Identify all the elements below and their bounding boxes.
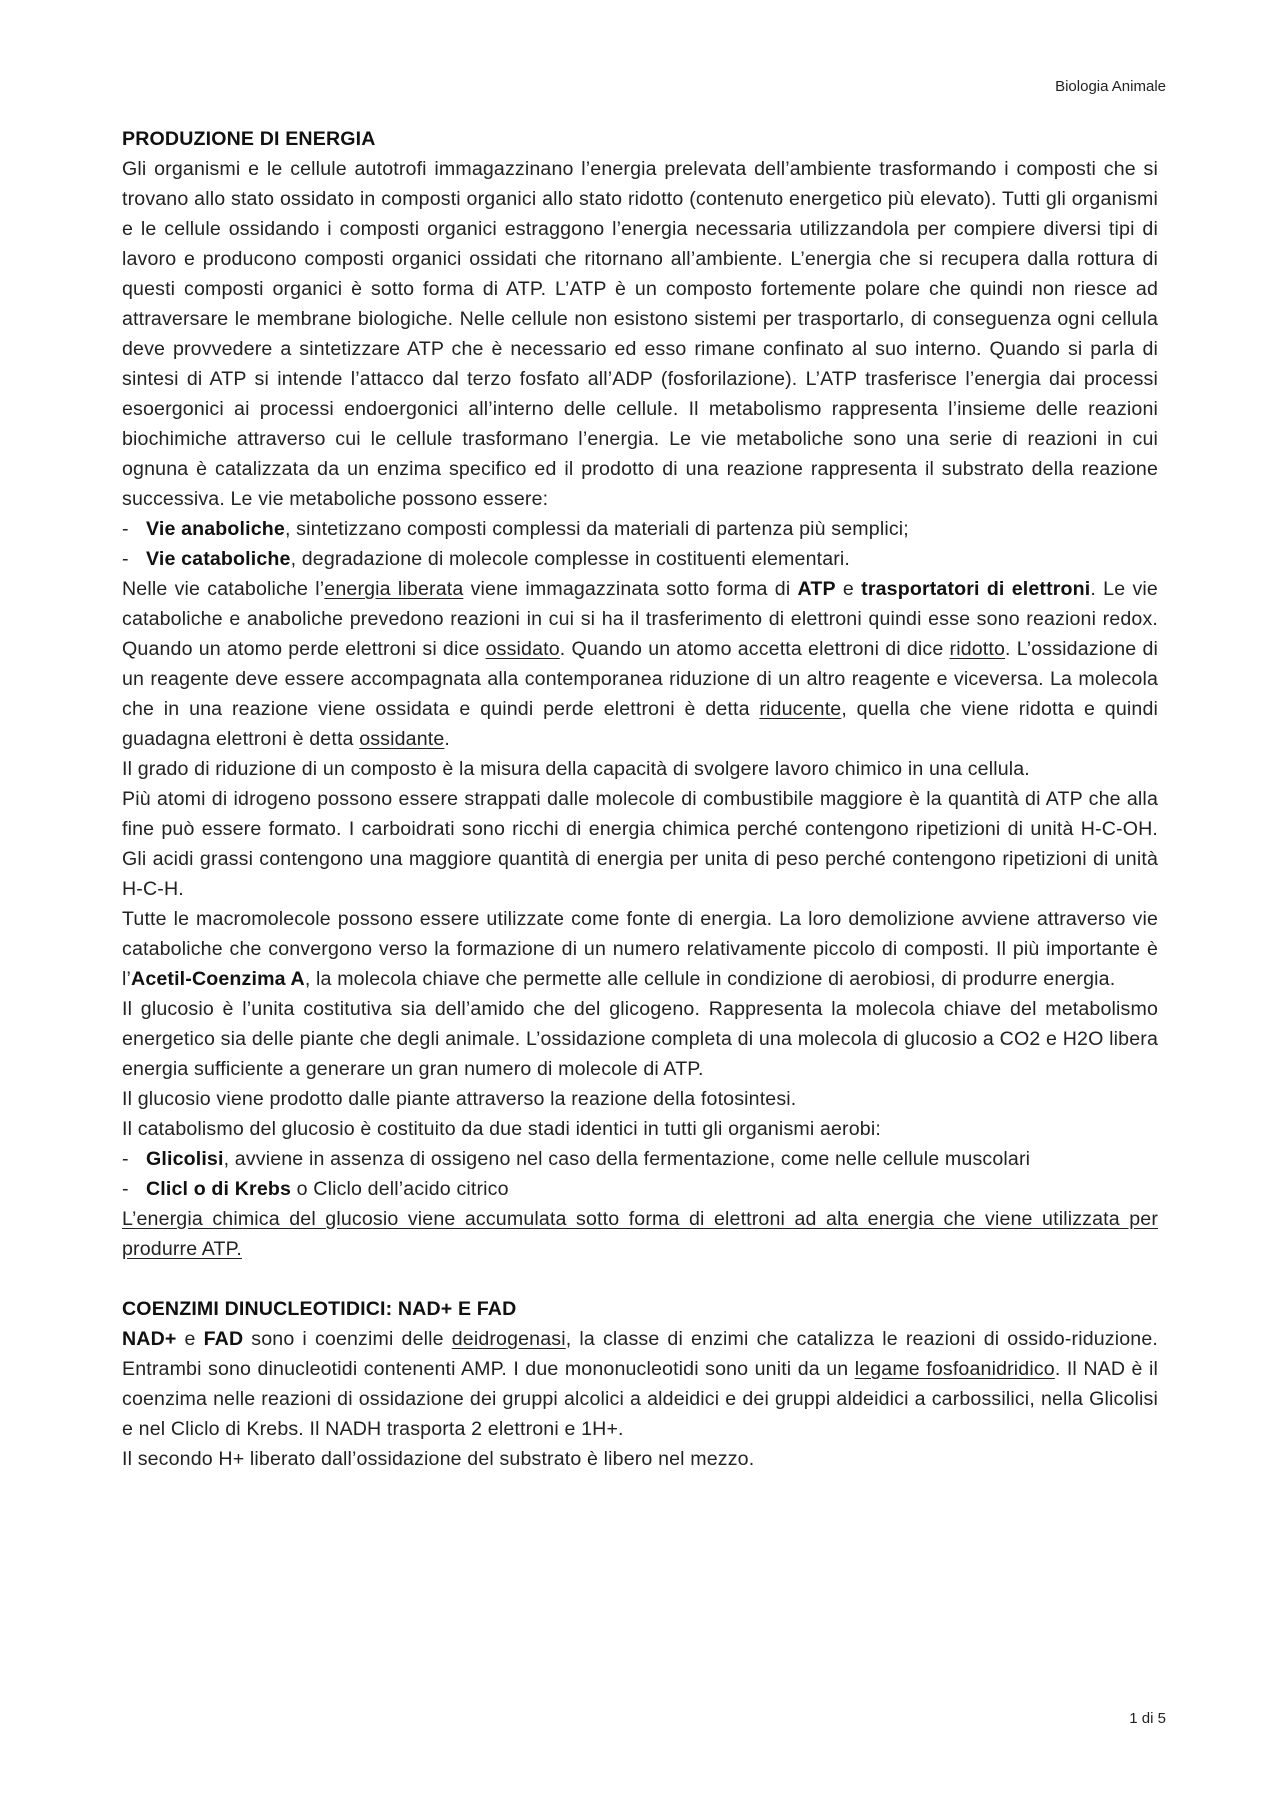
list-item-text: , avviene in assenza di ossigeno nel caso della fermentazione, come nelle cellule muscolari [223, 1148, 1031, 1170]
list-item [122, 1174, 1158, 1204]
paragraph: Gli organismi e le cellule autotrofi immagazzinano l’energia prelevata dell’ambiente trasformando i composti che si trovano allo stato ossidato in composti organici allo stato ridotto (contenuto energetico più elevato). Tutti gli organismi e le cellule ossidando i composti organici estraggono l’energia necessaria utilizzandola per compiere diversi tipi di lavoro e producono composti organici ossidati che ritornano all’ambiente. L’energia che si recupera dalla rottura di questi composti organici è sotto forma di ATP. L’ATP è un composto fortemente polare che quindi non riesce ad attraversare le membrane biologiche. Nelle cellule non esistono sistemi per trasportarlo, di conseguenza ogni cellula deve provvedere a sintetizzare ATP che è necessario ed esso rimane confinato al suo interno. Quando si parla di sintesi di ATP si intende l’attacco dal terzo fosfato all’ADP (fosforilazione). L’ATP trasferisce l’energia dai processi esoergonici ai processi endoergonici all’interno delle cellule. Il metabolismo rappresenta l’insieme delle reazioni biochimiche attraverso cui le cellule trasformano l’energia. Le vie metaboliche sono una serie di reazioni in cui ognuna è catalizzata da un enzima specifico ed il prodotto di una reazione rappresenta il substrato della reazione successiva. Le vie metaboliche possono essere: [122, 158, 1158, 510]
term: trasportatori di elettroni [861, 578, 1091, 600]
list-item-text: , degradazione di molecole complesse in costituenti elementari. [290, 548, 851, 570]
term: Vie cataboliche [146, 548, 291, 570]
metabolic-pathways-list [122, 514, 1158, 574]
text: . Le vie cataboliche e anaboliche prevedono reazioni in cui si ha il trasferimento di elettroni quindi esse sono reazioni redox. Quando un atomo perde elettroni si dice [122, 578, 1158, 660]
underlined-term: deidrogenasi [451, 1328, 566, 1350]
paragraph: Il catabolismo del glucosio è costituito da due stadi identici in tutti gli organismi aerobi: [122, 1118, 881, 1140]
underlined-term: riducente [759, 698, 842, 720]
underlined-term: ossidante [359, 728, 445, 750]
underlined-term: ossidato [485, 638, 560, 660]
text: . [444, 728, 451, 750]
paragraph-underlined [122, 1204, 1158, 1264]
text: . L’ossidazione di un reagente deve essere accompagnata alla contemporanea riduzione di un altro reagente e viceversa. La molecola che in una reazione viene ossidata e quindi perde elettroni è detta [122, 638, 1159, 720]
paragraph-acetyl-coa [122, 904, 1158, 994]
paragraph: Il grado di riduzione di un composto è la misura della capacità di svolgere lavoro chimico in una cellula. [122, 758, 1030, 780]
paragraph-coenzymes [122, 1324, 1158, 1444]
paragraph: Più atomi di idrogeno possono essere strappati dalle molecole di combustibile maggiore è la quantità di ATP che alla fine può essere formato. I carboidrati sono ricchi di energia chimica perché contengono ripetizioni di unità H-C-OH. Gli acidi grassi contengono una maggiore quantità di energia per unita di peso perché contengono ripetizioni di unità H-C-H. [122, 788, 1158, 900]
text: . Il NAD è il coenzima nelle reazioni di ossidazione dei gruppi alcolici a aldeidici e dei gruppi aldeidici a carbossilici, nella Glicolisi e nel Cliclo di Krebs. Il NADH trasporta 2 elettroni e 1H+. [122, 1358, 1158, 1440]
page-header: Biologia Animale [1055, 78, 1166, 95]
text: Tutte le macromolecole possono essere utilizzate come fonte di energia. La loro demolizione avviene attraverso vie cataboliche che convergono verso la formazione di un numero relativamente piccolo di composti. Il più importante è l’ [122, 908, 1158, 990]
underlined-term: ridotto [949, 638, 1006, 660]
text: , la molecola chiave che permette alle cellule in condizione di aerobiosi, di produrre energia. [304, 968, 1116, 990]
term: Vie anaboliche [146, 518, 285, 540]
list-item [122, 544, 1158, 574]
text: , quella che viene ridotta e quindi guadagna elettroni è detta [122, 698, 1158, 750]
list-item-text: , sintetizzano composti complessi da materiali di partenza più semplici; [284, 518, 909, 540]
underlined-term: energia liberata [324, 578, 464, 600]
term: Acetil-Coenzima A [131, 968, 305, 990]
paragraph: Il glucosio è l’unita costitutiva sia dell’amido che del glicogeno. Rappresenta la molecola chiave del metabolismo energetico sia delle piante che degli animale. L’ossidazione completa di una molecola di glucosio a CO2 e H2O libera energia sufficiente a generare un gran numero di molecole di ATP. [122, 998, 1158, 1080]
text: e [835, 578, 862, 600]
text: e [176, 1328, 204, 1350]
paragraph: Il secondo H+ liberato dall’ossidazione del substrato è libero nel mezzo. [122, 1448, 755, 1470]
text: , la classe di enzimi che catalizza le reazioni di ossido-riduzione. Entrambi sono dinucleotidi contenenti AMP. I due mononucleotidi sono uniti da un [122, 1328, 1158, 1380]
list-item-text: o Cliclo dell’acido citrico [291, 1178, 509, 1200]
underlined-term: legame fosfoanidridico [854, 1358, 1055, 1380]
underlined-sentence: L’energia chimica del glucosio viene accumulata sotto forma di elettroni ad alta energia che viene utilizzata per produrre ATP. [122, 1208, 1158, 1260]
term: NAD+ [122, 1328, 177, 1350]
section-spacer [122, 1264, 1158, 1294]
section-title-energy: PRODUZIONE DI ENERGIA [122, 128, 376, 150]
term: FAD [203, 1328, 244, 1350]
term: Glicolisi [146, 1148, 224, 1170]
term: ATP [797, 578, 836, 600]
list-item [122, 1144, 1158, 1174]
text: sono i coenzimi delle [243, 1328, 452, 1350]
text: viene immagazzinata sotto forma di [463, 578, 798, 600]
glucose-catabolism-list [122, 1144, 1158, 1204]
page-number: 1 di 5 [1129, 1710, 1166, 1727]
list-item [122, 514, 1158, 544]
paragraph-redox [122, 574, 1158, 754]
section-title-coenzymes: COENZIMI DINUCLEOTIDICI: NAD+ E FAD [122, 1298, 517, 1320]
term: Clicl o di Krebs [146, 1178, 292, 1200]
text: Nelle vie cataboliche l’ [122, 578, 325, 600]
paragraph: Il glucosio viene prodotto dalle piante attraverso la reazione della fotosintesi. [122, 1088, 797, 1110]
document-body [122, 124, 1158, 1474]
text: . Quando un atomo accetta elettroni di dice [559, 638, 950, 660]
